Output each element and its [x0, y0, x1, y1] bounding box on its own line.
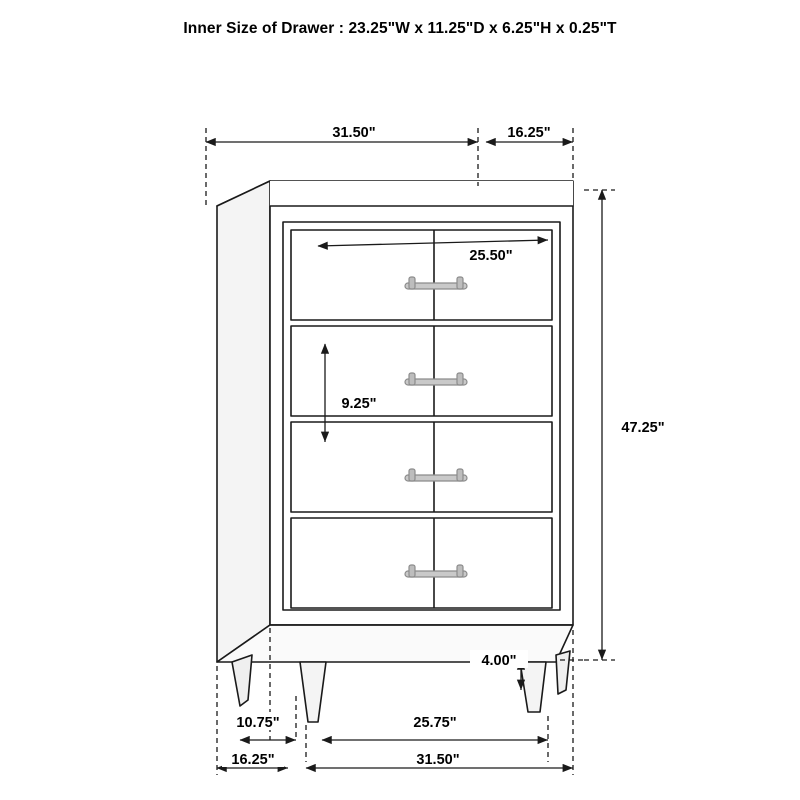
dim-label-drawer-height: 9.25" [341, 396, 377, 412]
leg-front-right [520, 662, 546, 712]
dim-label-leg-height: 4.00" [481, 653, 517, 669]
dim-label-drawer-width: 25.50" [469, 248, 513, 264]
drawer-front-4[interactable] [291, 518, 552, 608]
dim-label-base-width: 31.50" [416, 752, 460, 768]
drawer-front-3[interactable] [291, 422, 552, 512]
dim-label-base-depth: 16.25" [231, 752, 275, 768]
dim-label-top-depth: 16.25" [507, 125, 551, 141]
chest-left-side [217, 181, 270, 662]
leg-front-left [300, 662, 326, 722]
dim-label-base-front-width: 25.75" [413, 715, 457, 731]
dim-label-base-depth-inner: 10.75" [236, 715, 280, 731]
dim-label-overall-height: 47.25" [621, 420, 665, 436]
page-title: Inner Size of Drawer : 23.25"W x 11.25"D x 6.25"H x 0.25"T [183, 20, 617, 37]
chest-front-face [270, 181, 573, 206]
leg-back-left [232, 655, 252, 706]
dim-label-top-width: 31.50" [332, 125, 376, 141]
leg-back-right [556, 651, 570, 694]
